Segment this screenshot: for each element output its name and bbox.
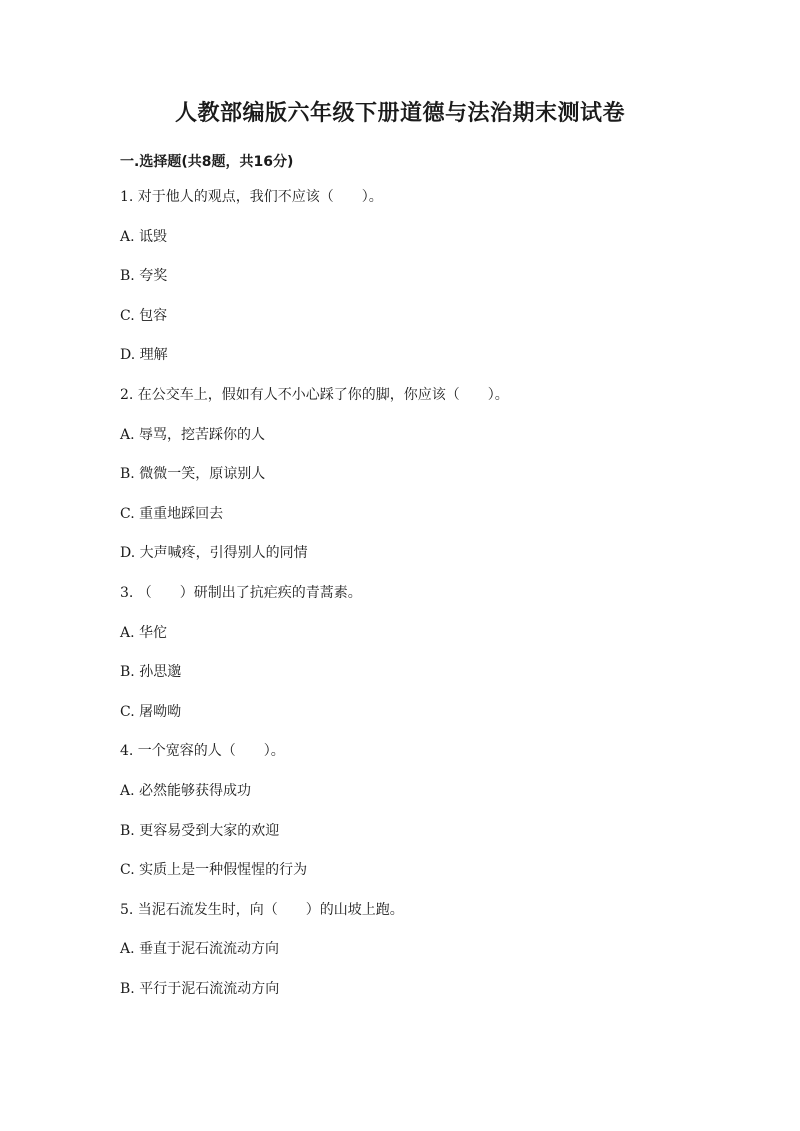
answer-option: C. 包容 [120,307,168,324]
answer-option: D. 理解 [120,347,168,364]
answer-option: A. 华佗 [120,624,168,641]
answer-option: C. 重重地踩回去 [120,505,224,522]
answer-option: A. 垂直于泥石流流动方向 [120,941,280,958]
answer-option: D. 大声喊疼，引得别人的同情 [120,545,308,562]
answer-option: B. 微微一笑，原谅别人 [120,466,266,483]
answer-option: B. 平行于泥石流流动方向 [120,980,280,997]
question-list [120,178,720,1009]
page-title: 人教部编版六年级下册道德与法治期末测试卷 [174,101,625,126]
answer-option: A. 必然能够获得成功 [120,782,252,799]
answer-option: C. 屠呦呦 [120,703,182,720]
section-heading: 一.选择题(共8题，共16分) [120,154,294,170]
answer-option: B. 夸奖 [120,268,168,285]
answer-option: A. 诋毁 [120,228,168,245]
question-stem: 2. 在公交车上，假如有人不小心踩了你的脚，你应该（ ）。 [120,386,509,403]
question-stem: 4. 一个宽容的人（ ）。 [120,743,285,760]
question-stem: 1. 对于他人的观点，我们不应该（ ）。 [120,189,383,205]
answer-option: B. 更容易受到大家的欢迎 [120,822,280,839]
answer-option: C. 实质上是一种假惺惺的行为 [120,862,308,879]
answer-option: A. 辱骂，挖苦踩你的人 [120,426,266,443]
question-stem: 5. 当泥石流发生时，向（ ）的山坡上跑。 [120,901,404,918]
answer-option: B. 孙思邈 [120,664,182,681]
question-stem: 3. （ ）研制出了抗疟疾的青蒿素。 [120,584,362,601]
